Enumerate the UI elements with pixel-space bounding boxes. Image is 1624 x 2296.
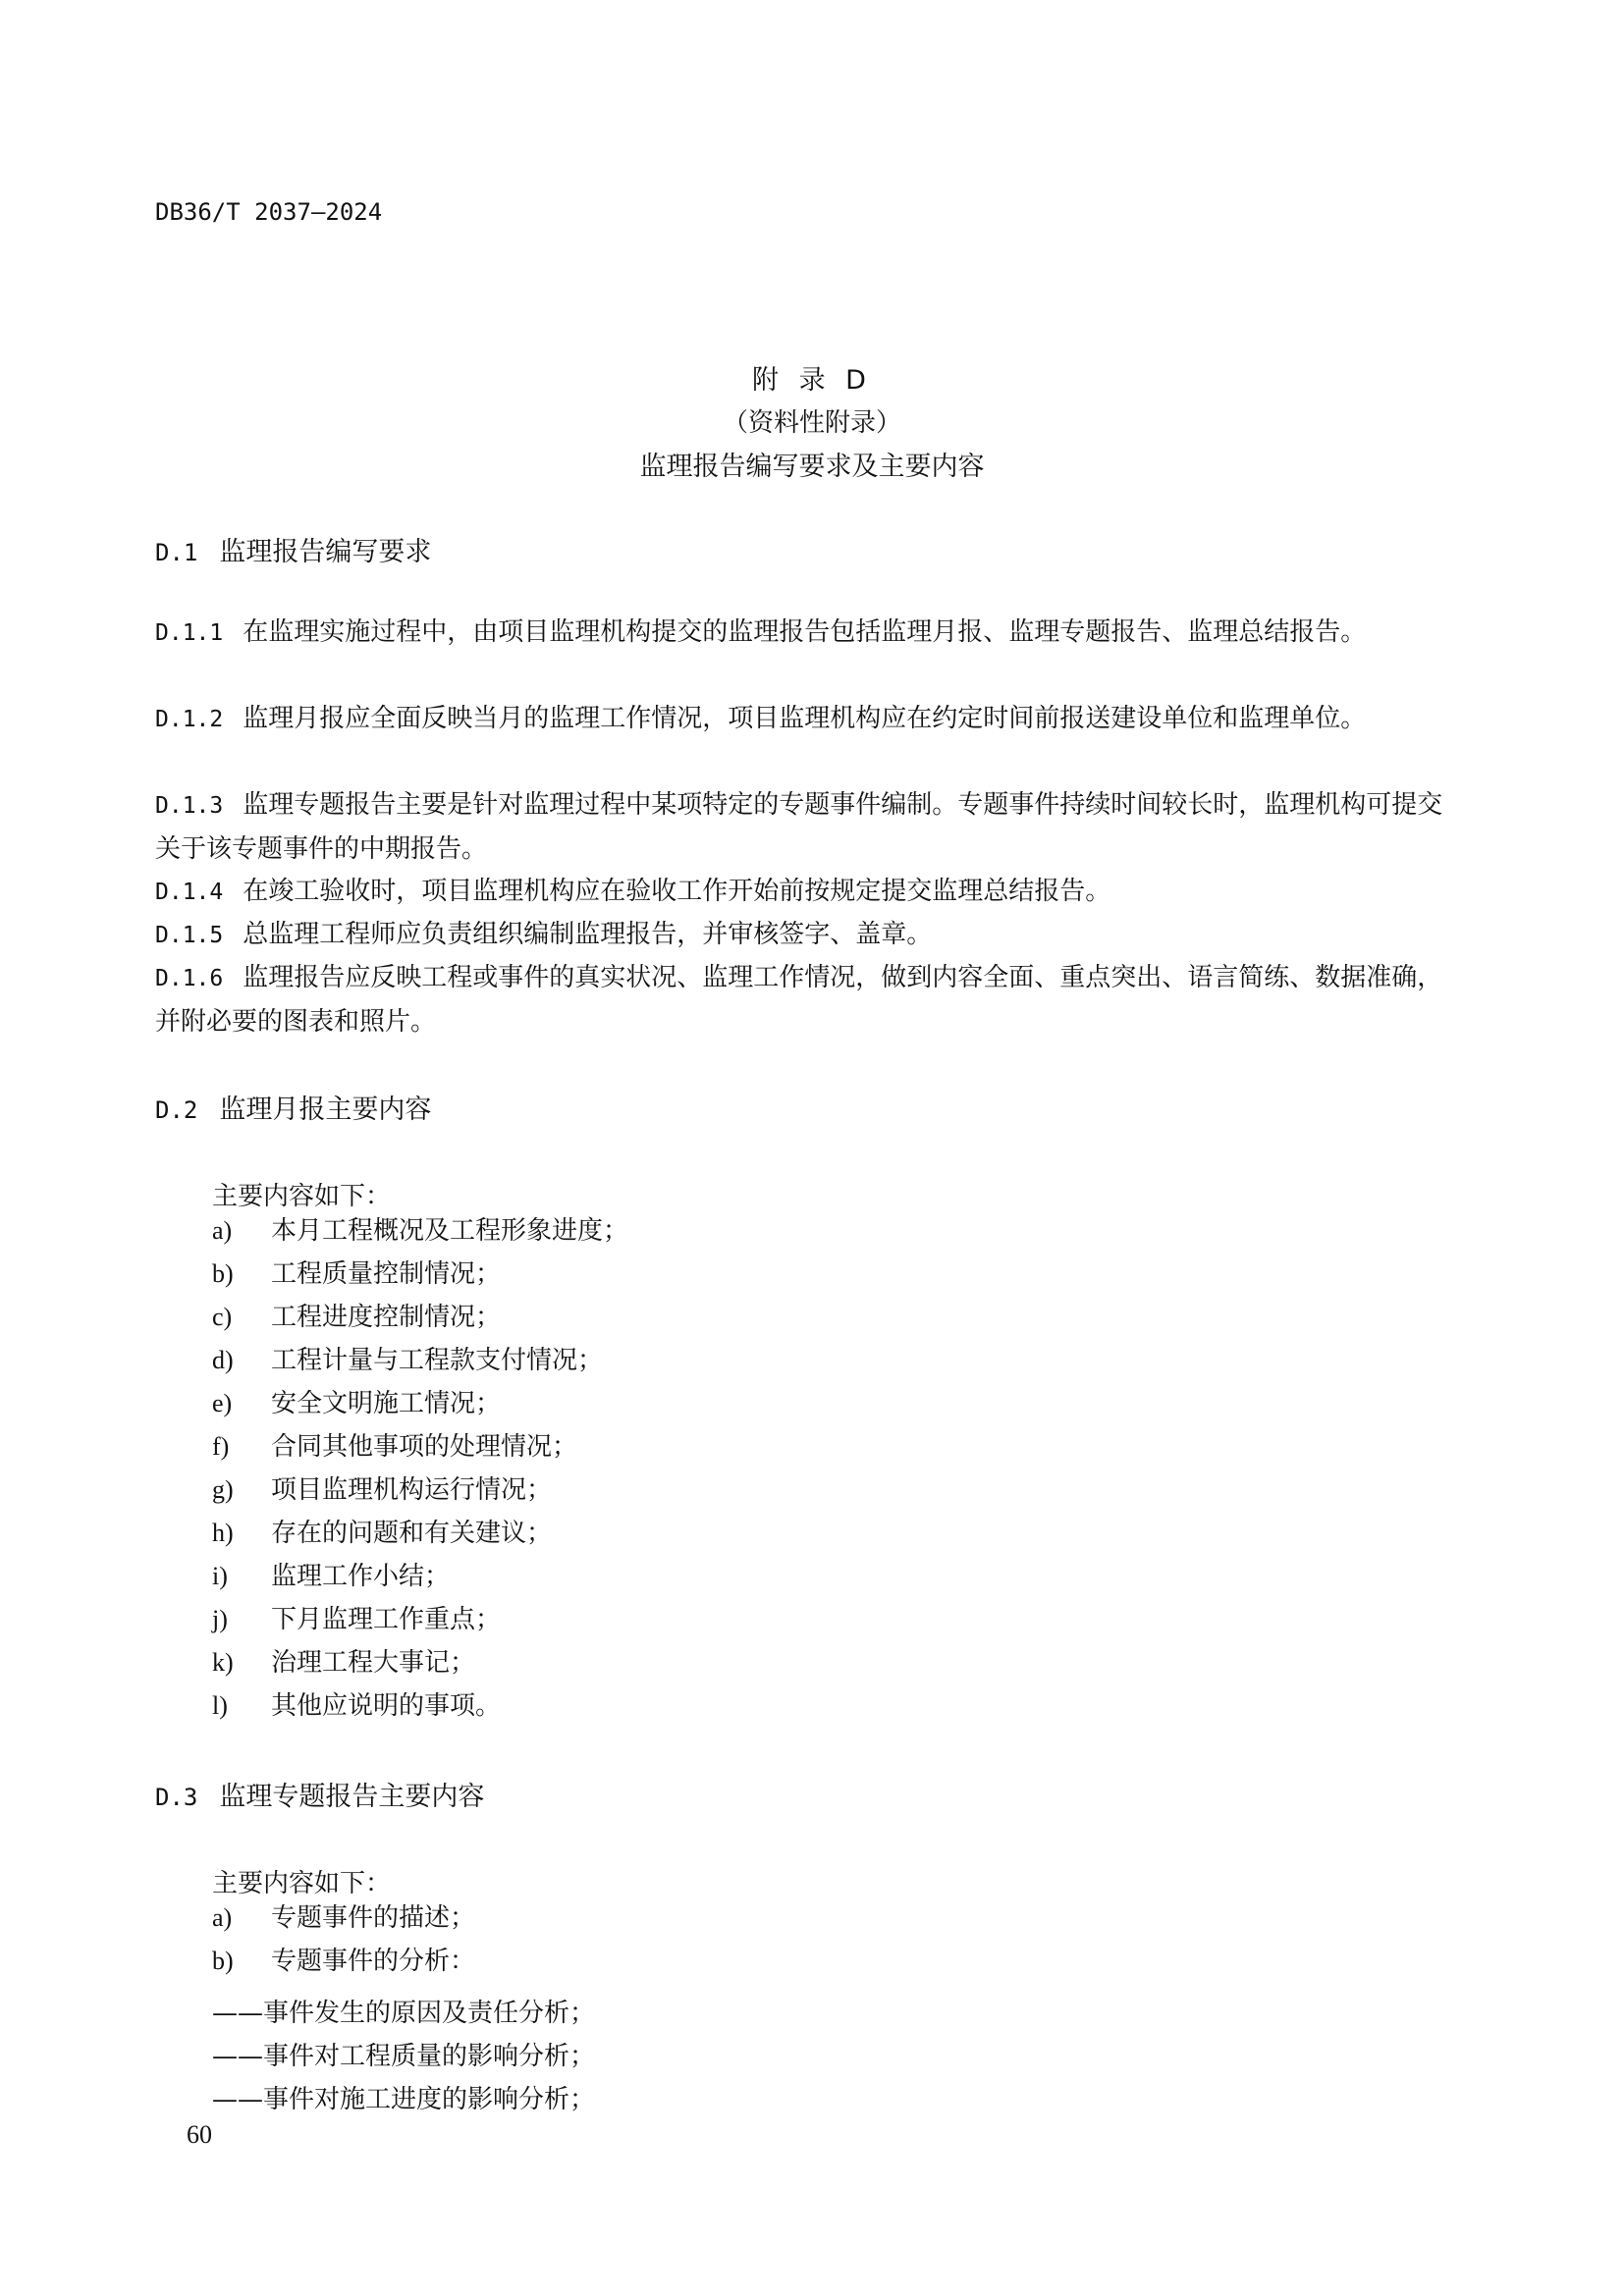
clause-text: 监理专题报告主要是针对监理过程中某项特定的专题事件编制。专题事件持续时间较长时，监理机构可提交关于该专题事件的中期报告。 [155,790,1443,864]
list-text: 工程计量与工程款支付情况； [271,1346,604,1375]
list-label: b) [212,1259,234,1288]
list-intro: 主要内容如下： [212,1182,392,1211]
section-heading-d2 [155,1088,431,1126]
document-code: DB36/T 2037—2024 [155,198,383,226]
clause-text: 监理报告应反映工程或事件的真实状况、监理工作情况，做到内容全面、重点突出、语言简练、数据准确，并附必要的图表和照片。 [155,963,1443,1037]
list-text: 专题事件的分析： [271,1947,476,1976]
section-title: 监理专题报告主要内容 [219,1782,485,1812]
list-intro: 主要内容如下： [212,1869,392,1898]
clause-number: D.1.4 [155,880,224,905]
list-label: h) [212,1519,234,1547]
list-text: 工程进度控制情况； [271,1303,502,1332]
clause-d1-3 [155,783,1443,871]
list-label: a) [212,1216,233,1245]
clause-number: D.1.1 [155,620,224,646]
clause-d1-5 [155,913,1443,957]
page-number: 60 [187,2120,212,2149]
section-heading-d3 [155,1775,484,1813]
list-label: e) [212,1389,233,1417]
list-item [212,1684,501,1728]
list-item [212,1253,501,1296]
list-item [212,1382,501,1425]
clause-d1-6 [155,956,1443,1043]
list-text: 合同其他事项的处理情况； [271,1432,578,1462]
list-item [212,1896,475,1940]
list-label: c) [212,1303,233,1331]
list-label: l) [212,1691,228,1720]
list-item [212,1641,475,1684]
list-item [212,1598,501,1641]
dash-item: ——事件对工程质量的影响分析； [212,2042,596,2071]
list-text: 监理工作小结； [271,1562,451,1591]
list-text: 工程质量控制情况； [271,1259,502,1289]
section-heading-d1 [155,530,431,568]
list-item [212,1339,603,1382]
section-number: D.3 [155,1784,198,1811]
list-label: a) [212,1903,233,1932]
appendix-subtitle: （资料性附录） [722,408,901,438]
list-text: 存在的问题和有关建议； [271,1519,553,1548]
clause-number: D.1.6 [155,966,224,991]
list-label: d) [212,1346,234,1374]
list-item [212,1296,501,1339]
list-item [212,1425,577,1468]
clause-number: D.1.2 [155,707,224,732]
clause-text: 在竣工验收时，项目监理机构应在验收工作开始前按规定提交监理总结报告。 [243,877,1111,906]
appendix-title: 附 录 D [752,365,872,396]
dash-item: ——事件发生的原因及责任分析； [212,1999,596,2028]
appendix-name: 监理报告编写要求及主要内容 [639,452,985,482]
list-label: j) [212,1605,228,1633]
list-text: 专题事件的描述； [271,1903,476,1933]
list-item [212,1555,450,1598]
section-title: 监理报告编写要求 [219,537,432,567]
clause-number: D.1.5 [155,923,224,948]
list-label: b) [212,1947,234,1975]
list-text: 本月工程概况及工程形象进度； [271,1216,629,1246]
section-number: D.2 [155,1096,198,1124]
list-label: g) [212,1475,234,1504]
list-item [212,1209,628,1253]
section-title: 监理月报主要内容 [219,1095,432,1125]
section-number: D.1 [155,539,198,566]
clause-text: 在监理实施过程中，由项目监理机构提交的监理报告包括监理月报、监理专题报告、监理总结报告。 [243,617,1367,647]
clause-text: 总监理工程师应负责组织编制监理报告，并审核签字、盖章。 [243,920,933,949]
clause-d1-1 [155,611,1443,655]
clause-text: 监理月报应全面反映当月的监理工作情况，项目监理机构应在约定时间前报送建设单位和监理单位。 [243,704,1367,733]
list-text: 治理工程大事记； [271,1648,476,1678]
list-text: 下月监理工作重点； [271,1605,502,1634]
list-text: 项目监理机构运行情况； [271,1475,553,1505]
list-item [212,1940,475,1983]
clause-d1-2 [155,697,1443,741]
list-label: f) [212,1432,230,1461]
list-text: 其他应说明的事项。 [271,1691,502,1721]
list-label: i) [212,1562,228,1590]
list-text: 安全文明施工情况； [271,1389,502,1418]
list-label: k) [212,1648,234,1677]
list-item [212,1512,552,1555]
dash-item: ——事件对施工进度的影响分析； [212,2085,596,2114]
list-item [212,1468,552,1512]
clause-number: D.1.3 [155,793,224,819]
clause-d1-4 [155,870,1443,914]
